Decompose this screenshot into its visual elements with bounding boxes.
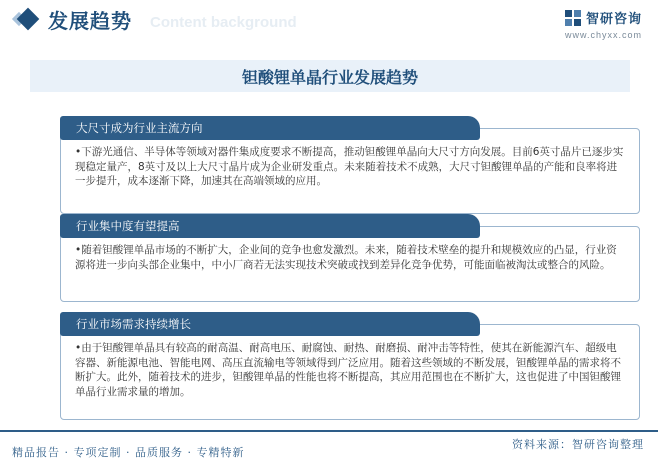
section-box-demand-growth [60, 324, 640, 420]
page-title: 发展趋势 [48, 9, 132, 33]
footer-divider [0, 430, 658, 432]
section-heading-concentration: 行业集中度有望提高 [60, 214, 480, 238]
footer-services: 精品报告 · 专项定制 · 品质服务 · 专精特新 [12, 446, 245, 459]
brand-name: 智研咨询 [585, 12, 642, 27]
watermark-text: Content background [150, 14, 297, 31]
zhiyan-logo-icon [564, 9, 582, 27]
section-heading-demand-growth: 行业市场需求持续增长 [60, 312, 480, 336]
main-title: 钽酸锂单晶行业发展趋势 [241, 68, 418, 87]
brand [564, 8, 642, 27]
section-text: •随着钽酸锂单晶市场的不断扩大，企业间的竞争也愈发激烈。未来，随着技术壁垒的提升和规模效应的凸显，行业资源将进一步向头部企业集中，中小厂商若无法实现技术突破或找到差异化竞争优势，可能面临被淘汰或整合的风险。 [75, 244, 617, 271]
header-bar [0, 0, 658, 48]
section-text: •由于钽酸锂单晶具有较高的耐高温、耐高电压、耐腐蚀、耐热、耐磨损、耐冲击等特性，使其在新能源汽车、超级电容器、新能源电池、智能电网、高压直流输电等领域得到广泛应用。随着这些领域的不断发展，钽酸锂单晶的需求将不断扩大。此外，随着技术的进步，钽酸锂单晶的性能也将不断提高，其应用范围也在不断扩大，这也促进了中国钽酸锂单晶行业需求量的增加。 [75, 342, 621, 398]
section-box-large-size [60, 128, 640, 214]
brand-url: www.chyxx.com [564, 30, 642, 40]
main-title-band [30, 60, 630, 92]
section-text: •下游光通信、半导体等领域对器件集成度要求不断提高，推动钽酸锂单晶向大尺寸方向发展。目前6英寸晶片已逐步实现稳定量产，8英寸及以上大尺寸晶片成为企业研发重点。未来随着技术不成熟，大尺寸钽酸锂单晶的产能和良率将进一步提升，成本逐渐下降，加速其在高端领域的应用。 [75, 146, 624, 187]
footer-source: 资料来源：智研咨询整理 [512, 438, 644, 451]
diamond-icon [17, 8, 40, 31]
section-heading-large-size: 大尺寸成为行业主流方向 [60, 116, 480, 140]
